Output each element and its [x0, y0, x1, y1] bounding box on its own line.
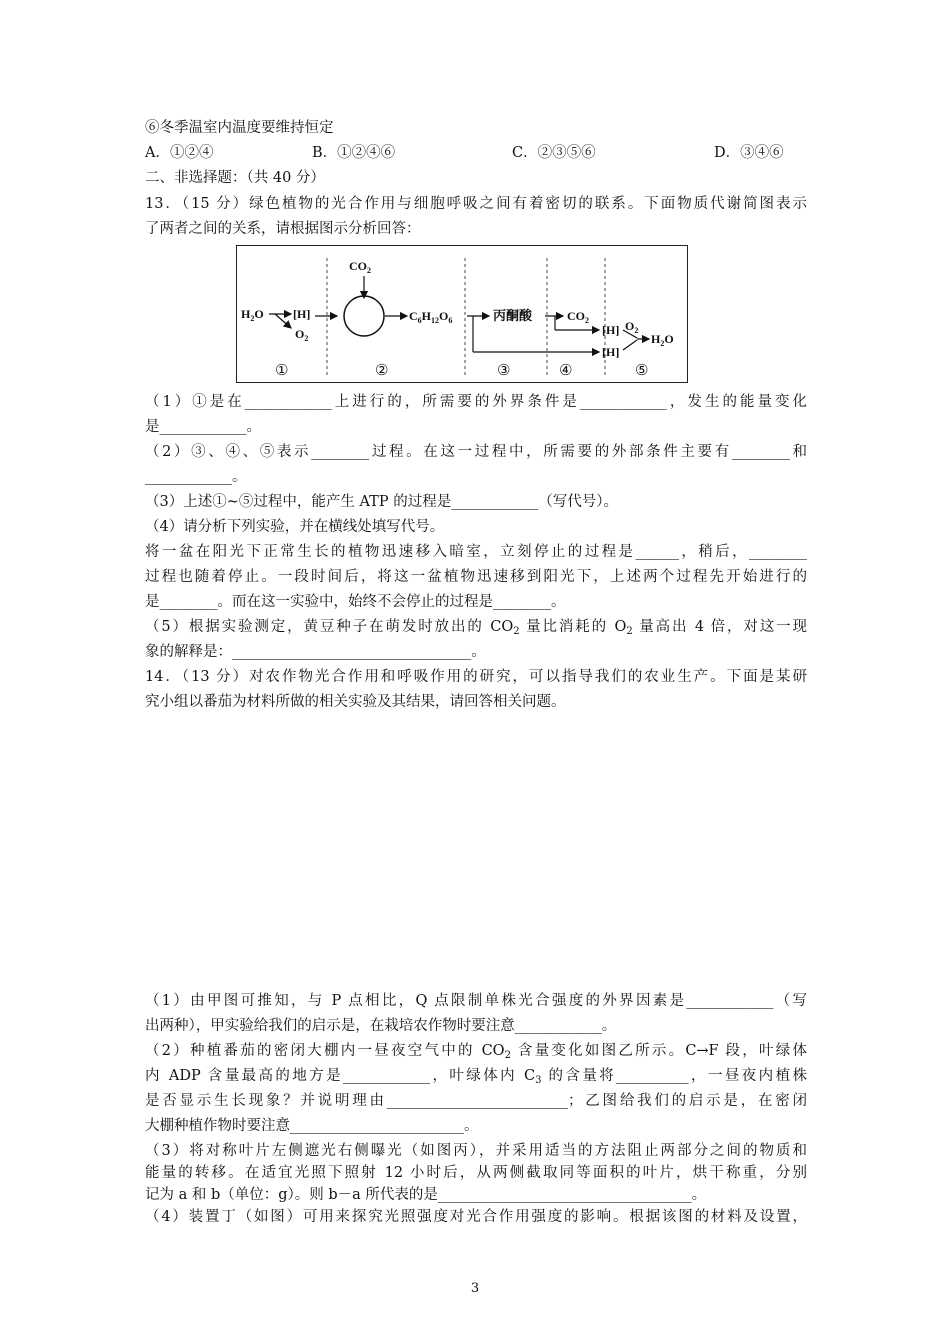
stage-3-label: ③ — [497, 361, 511, 379]
q14-part2-line1: （2）种植番茄的密闭大棚内一昼夜空气中的 $CO_2$ 含量变化如图乙所示。C→F 段，叶绿体 — [145, 1043, 807, 1061]
q14-part3-line3: 记为 a 和 b（单位：g）。则 b－a 所代表的是___________________________________。 — [145, 1187, 707, 1203]
q14-stem-line2: 究小组以番茄为材料所做的相关实验及其结果，请回答相关问题。 — [145, 694, 566, 710]
q14-part2-line4: 大棚种植作物时要注意________________________。 — [145, 1118, 479, 1134]
q13-part5-line1: （5）根据实验测定，黄豆种子在萌发时放出的 $CO_2$ 量比消耗的 $O_2$ 量高出 4 倍，对这一现 — [145, 619, 807, 637]
q13-part4-line3: 是________。而在这一实验中，始终不会停止的过程是________。 — [145, 594, 566, 610]
q13-part2-line2: ____________。 — [145, 469, 247, 485]
q14-part4-line1: （4）装置丁（如图）可用来探究光照强度对光合作用强度的影响。根据该图的材料及设置， — [145, 1209, 807, 1225]
choice-item-6: ⑥冬季温室内温度要维持恒定 — [145, 120, 334, 136]
q14-part1-line2: 出两种），甲实验给我们的启示是，在栽培农作物时要注意____________。 — [145, 1018, 617, 1034]
join-lower — [623, 340, 637, 350]
glucose-label: $C_6H_{12}O_6$ — [409, 309, 453, 325]
q13-part5-line2: 象的解释是：_________________________________。 — [145, 644, 486, 660]
o2-label-1: $O_2$ — [295, 327, 309, 343]
section-heading: 二、非选择题：（共 40 分） — [145, 170, 325, 186]
pyruvate-label: 丙酮酸 — [493, 309, 533, 324]
q14-stem-line1: 14．（13 分）对农作物光合作用和呼吸作用的研究，可以指导我们的农业生产。下面是某研 — [145, 669, 807, 685]
h2o-right: $H_2O$ — [651, 332, 674, 348]
stage-5-label: ⑤ — [635, 361, 649, 379]
stage-2-label: ② — [375, 361, 389, 379]
h-label-lower: [H] — [602, 345, 620, 359]
q14-part2-line3: 是否显示生长现象？并说明理由_________________________；乙图给我们的启示是，在密闭 — [145, 1093, 807, 1109]
co2-top: $CO_2$ — [349, 259, 371, 275]
q14-part2-line2: 内 ADP 含量最高的地方是____________，叶绿体内 $C_3$ 的含量将__________，一昼夜内植株 — [145, 1068, 808, 1086]
q13-stem-line2: 了两者之间的关系，请根据图示分析回答： — [145, 221, 421, 237]
q13-part4-line2: 过程也随着停止。一段时间后，将这一盆植物迅速移到阳光下，上述两个过程先开始进行的 — [145, 569, 807, 585]
metabolism-diagram-svg — [237, 246, 687, 382]
h-label-1: [H] — [293, 307, 311, 321]
option-c: C．②③⑤⑥ — [512, 145, 596, 161]
q13-part4-line1: 将一盆在阳光下正常生长的植物迅速移入暗室，立刻停止的过程是______，稍后，________ — [145, 544, 807, 560]
stage-4-label: ④ — [559, 361, 573, 379]
h2o-left: $H_2O$ — [241, 307, 264, 323]
q13-part4: （4）请分析下列实验，并在横线处填写代号。 — [145, 519, 445, 535]
option-d: D．③④⑥ — [714, 145, 784, 161]
metabolism-diagram — [236, 245, 688, 383]
co2-right: $CO_2$ — [567, 309, 589, 325]
o2-label-right: $O_2$ — [625, 319, 639, 335]
q13-part1-line1: （1）①是在____________上进行的，所需要的外界条件是____________，发生的能量变化 — [145, 394, 807, 410]
q13-stem-line1: 13．（15 分）绿色植物的光合作用与细胞呼吸之间有着密切的联系。下面物质代谢简图表示 — [145, 196, 807, 212]
calvin-cycle — [344, 296, 384, 336]
option-a: A．①②④ — [145, 145, 214, 161]
q13-part3: （3）上述①~⑤过程中，能产生 ATP 的过程是____________（写代号）。 — [145, 494, 618, 510]
q13-part2-line1: （2）③、④、⑤表示________过程。在这一过程中，所需要的外部条件主要有________和 — [145, 444, 807, 460]
arrow-h2o-to-o2 — [275, 314, 291, 328]
h-label-upper: [H] — [602, 323, 620, 337]
q14-part1-line1: （1）由甲图可推知，与 P 点相比，Q 点限制单株光合强度的外界因素是____________（写 — [145, 993, 807, 1009]
q14-part3-line1: （3）将对称叶片左侧遮光右侧曝光（如图丙），并采用适当的方法阻止两部分之间的物质和 — [145, 1143, 807, 1159]
q13-part1-line2: 是____________。 — [145, 419, 261, 435]
page-number: 3 — [470, 1281, 480, 1296]
q14-part3-line2: 能量的转移。在适宜光照下照射 12 小时后，从两侧截取同等面积的叶片，烘干称重，分别 — [145, 1165, 807, 1181]
option-b: B．①②④⑥ — [312, 145, 396, 161]
stage-1-label: ① — [275, 361, 289, 379]
